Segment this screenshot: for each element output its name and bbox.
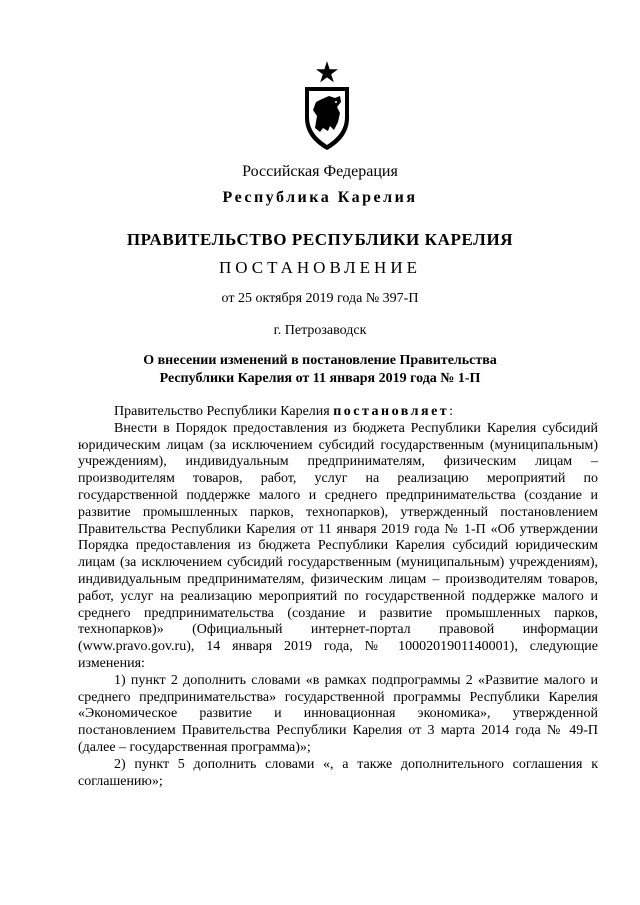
document-body <box>78 404 598 790</box>
paragraph-main: Внести в Порядок предоставления из бюджета Республики Карелия субсидий юридическим лицам (за исключением субсидий государственным (муниципальным) учреждениям), индивидуальным предпринимателям, физическим лицам – производителям товаров, работ, услуг на реализацию мероприятий по государственной поддержке малого и среднего предпринимательства (создание и развитие промышленных парков, технопарков), утвержденный постановлением Правительства Республики Карелия от 11 января 2019 года № 1-П «Об утверждении Порядка предоставления из бюджета Республики Карелия субсидий юридическим лицам (за исключением субсидий государственным (муниципальным) учреждениям), индивидуальным предпринимателям, физическим лицам – производителям товаров, работ, услуг на реализацию мероприятий по государственной поддержке малого и среднего предпринимательства (создание и развитие промышленных парков, технопарков)» (Официальный интернет-портал правовой информации (www.pravo.gov.ru), 14 января 2019 года, № 1000201901140001), следующие изменения: <box>78 420 598 671</box>
republic-name: Республика Карелия <box>222 189 418 206</box>
intro-paragraph <box>78 404 598 421</box>
document-title-line-2: Республики Карелия от 11 января 2019 года № 1-П <box>159 371 481 386</box>
document-date-number: от 25 октября 2019 года № 397-П <box>221 291 419 306</box>
document-type: ПОСТАНОВЛЕНИЕ <box>218 258 421 277</box>
paragraph-item-2: 2) пункт 5 дополнить словами «, а также дополнительного соглашения к соглашению»; <box>78 756 598 789</box>
country-name: Российская Федерация <box>242 163 398 180</box>
government-title: ПРАВИТЕЛЬСТВО РЕСПУБЛИКИ КАРЕЛИЯ <box>126 230 514 249</box>
intro-verb: постановляет <box>333 404 450 419</box>
document-title-line-1: О внесении изменений в постановление Правительства <box>143 353 497 368</box>
intro-prefix: Правительство Республики Карелия <box>114 404 334 419</box>
document-city: г. Петрозаводск <box>273 323 367 338</box>
intro-suffix: : <box>449 404 454 419</box>
paragraph-item-1: 1) пункт 2 дополнить словами «в рамках подпрограммы 2 «Развитие малого и среднего предпринимательства» государственной программы Республики Карелия «Экономическое развитие и инновационная экономика», утвержденной постановлением Правительства Республики Карелия от 3 марта 2014 года № 49-П (далее – государственная программа)»; <box>78 672 598 755</box>
coat-of-arms-icon <box>301 60 353 152</box>
